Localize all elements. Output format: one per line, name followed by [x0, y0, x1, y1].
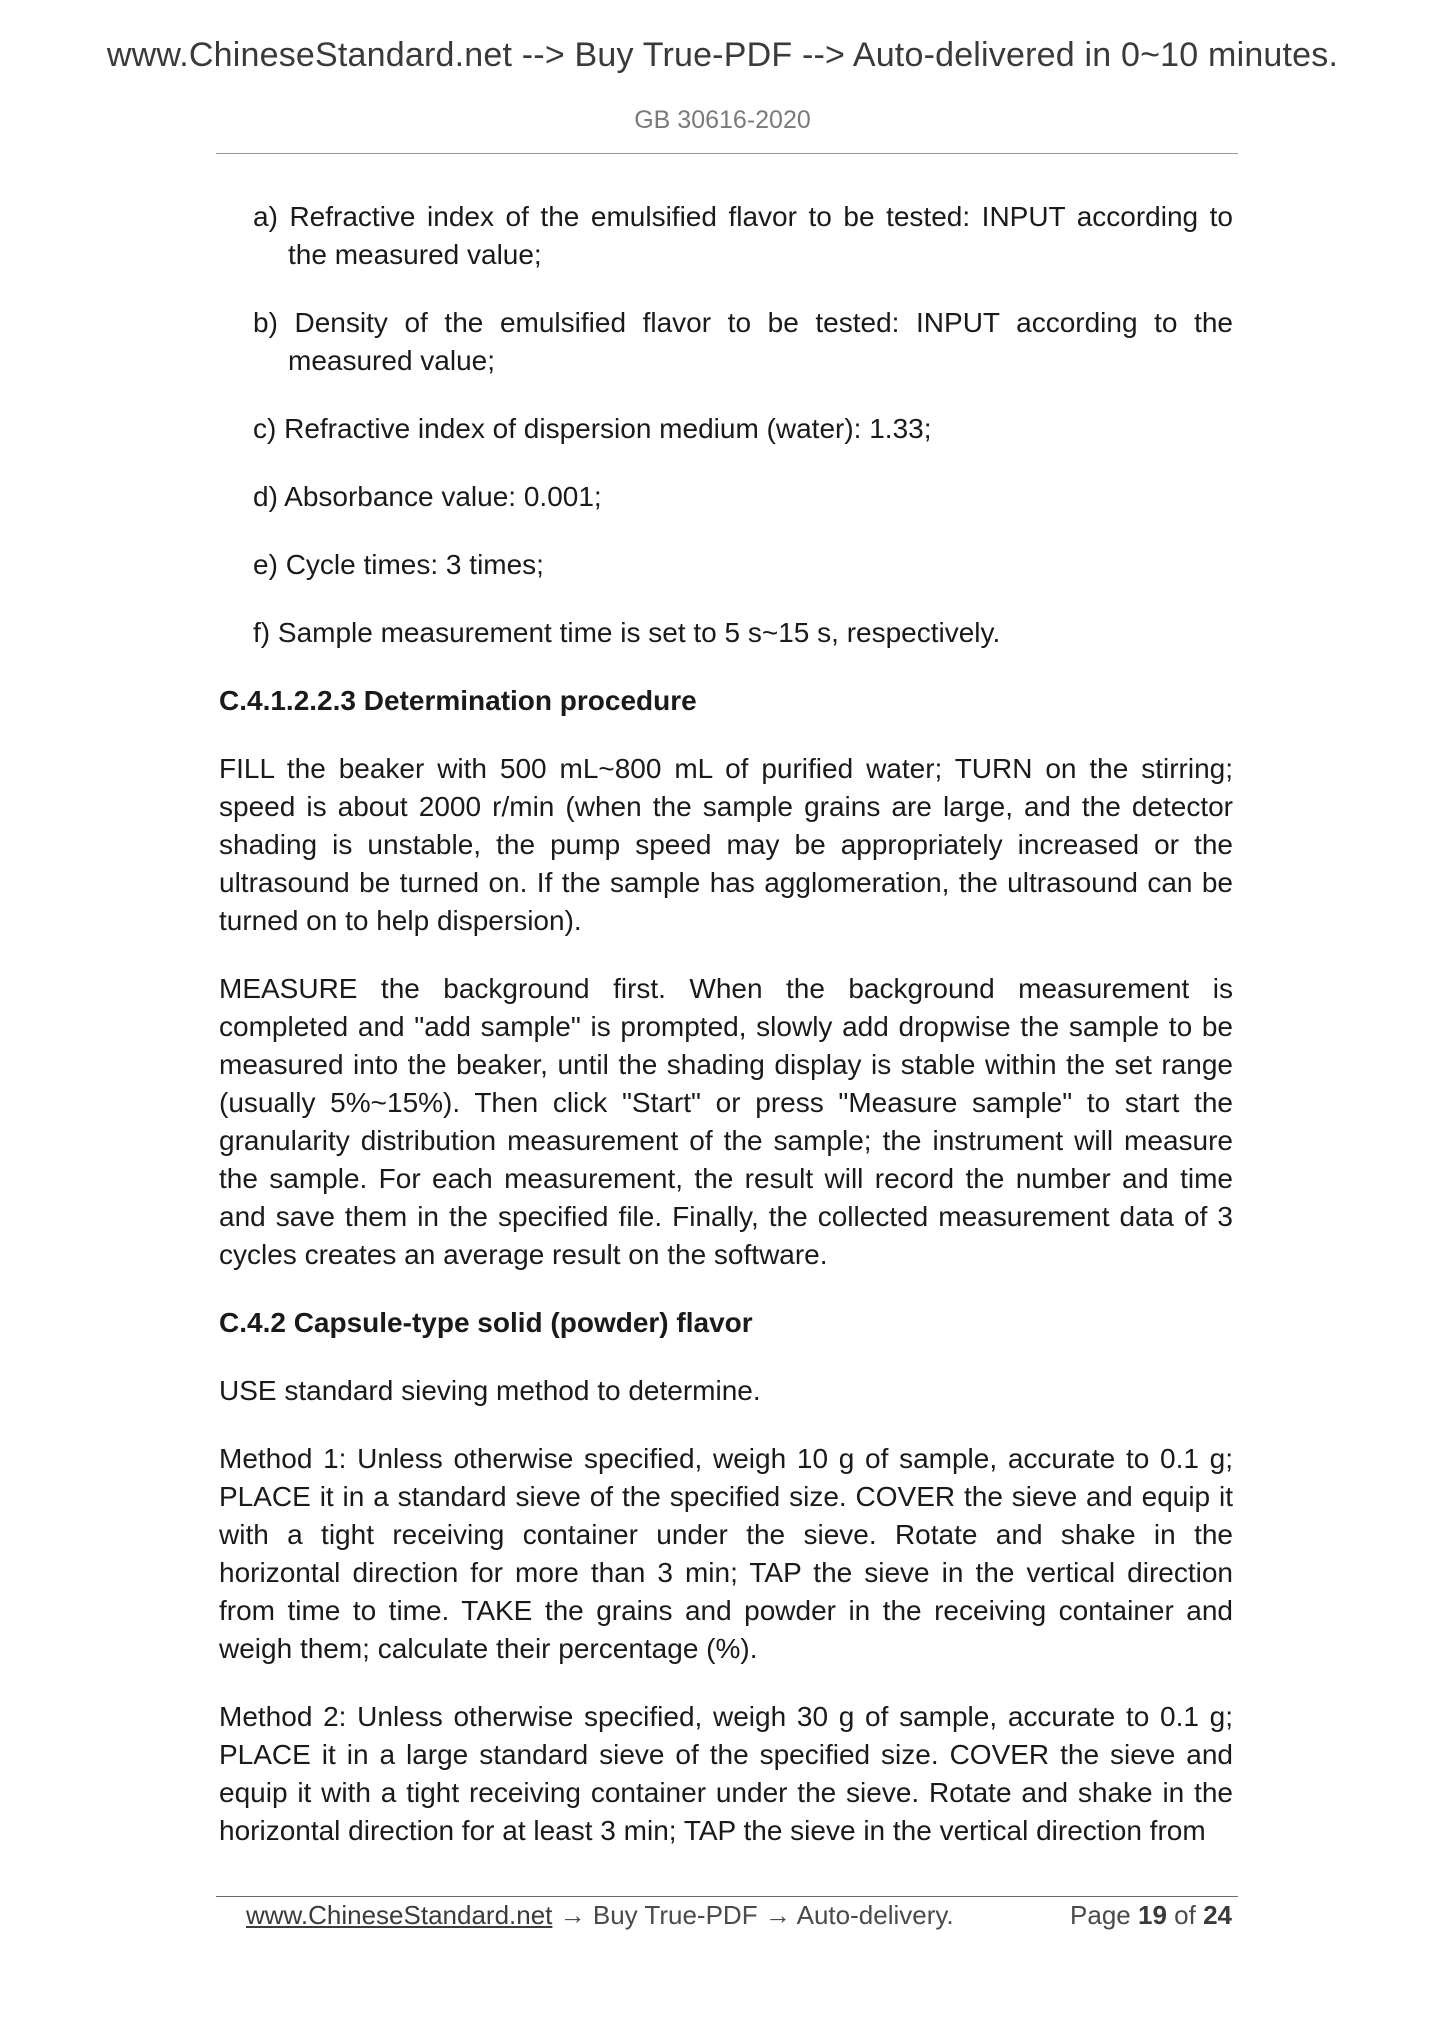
list-text: Sample measurement time is set to 5 s~15 s, respectively. — [277, 617, 1001, 648]
arrow-right-icon: → — [764, 1900, 791, 1930]
list-marker: c) — [253, 413, 277, 444]
list-item — [253, 546, 1233, 584]
list-marker: e) — [253, 549, 278, 580]
list-text: Refractive index of dispersion medium (water): 1.33; — [284, 413, 932, 444]
footer-site-link[interactable]: www.ChineseStandard.net — [246, 1900, 553, 1930]
footer-buy-text: Buy True-PDF — [592, 1900, 758, 1930]
list-marker: b) — [253, 307, 278, 338]
page-current: 19 — [1138, 1900, 1167, 1930]
section-heading-capsule-flavor: C.4.2 Capsule-type solid (powder) flavor — [219, 1307, 753, 1338]
page-indicator — [1070, 1900, 1232, 1931]
paragraph-sieving-method: USE standard sieving method to determine. — [219, 1375, 761, 1406]
paragraph-method-2: Method 2: Unless otherwise specified, weigh 30 g of sample, accurate to 0.1 g; PLACE it in a large standard sieve of the specified size. COVER the sieve and equip it with a tight receiving container under the sieve. Rotate and shake in the horizontal direction for at least 3 min; TAP the sieve in the vertical direction from — [219, 1701, 1233, 1846]
document-code: GB 30616-2020 — [634, 106, 811, 134]
list-text: Refractive index of the emulsified flavor to be tested: INPUT according to the measured value; — [288, 201, 1233, 270]
page-label: Page — [1070, 1900, 1131, 1930]
paragraph-measure-background: MEASURE the background first. When the background measurement is completed and "add sample" is prompted, slowly add dropwise the sample to be measured into the beaker, until the shading display is stable within the set range (usually 5%~15%). Then click "Start" or press "Measure sample" to start the granularity distribution measurement of the sample; the instrument will measure the sample. For each measurement, the result will record the number and time and save them in the specified file. Finally, the collected measurement data of 3 cycles creates an average result on the software. — [219, 973, 1233, 1270]
list-item — [253, 304, 1233, 380]
list-marker: f) — [253, 617, 271, 648]
list-text: Cycle times: 3 times; — [285, 549, 544, 580]
list-marker: a) — [253, 201, 278, 232]
header-divider — [216, 153, 1238, 154]
list-item — [253, 614, 1233, 652]
footer-divider — [216, 1896, 1238, 1897]
list-item — [253, 410, 1233, 448]
of-label: of — [1174, 1900, 1196, 1930]
list-text: Density of the emulsified flavor to be tested: INPUT according to the measured value; — [288, 307, 1234, 376]
footer-delivery-text: Auto-delivery. — [796, 1900, 954, 1930]
list-item — [253, 198, 1233, 274]
page-footer — [246, 1900, 1232, 1931]
list-marker: d) — [253, 481, 278, 512]
arrow-right-icon: → — [559, 1900, 586, 1930]
list-item — [253, 478, 1233, 516]
page-content — [219, 198, 1233, 1880]
page-total: 24 — [1203, 1900, 1232, 1930]
site-banner: www.ChineseStandard.net --> Buy True-PDF --> Auto-delivered in 0~10 minutes. — [106, 36, 1339, 74]
footer-promo — [246, 1900, 954, 1931]
paragraph-fill-beaker: FILL the beaker with 500 mL~800 mL of purified water; TURN on the stirring; speed is about 2000 r/min (when the sample grains are large, and the detector shading is unstable, the pump speed may be appropriately increased or the ultrasound be turned on. If the sample has agglomeration, the ultrasound can be turned on to help dispersion). — [219, 753, 1233, 936]
list-text: Absorbance value: 0.001; — [284, 481, 602, 512]
paragraph-method-1: Method 1: Unless otherwise specified, weigh 10 g of sample, accurate to 0.1 g; PLACE it in a standard sieve of the specified size. COVER the sieve and equip it with a tight receiving container under the sieve. Rotate and shake in the horizontal direction for more than 3 min; TAP the sieve in the vertical direction from time to time. TAKE the grains and powder in the receiving container and weigh them; calculate their percentage (%). — [219, 1443, 1233, 1664]
section-heading-determination-procedure: C.4.1.2.2.3 Determination procedure — [219, 685, 697, 716]
